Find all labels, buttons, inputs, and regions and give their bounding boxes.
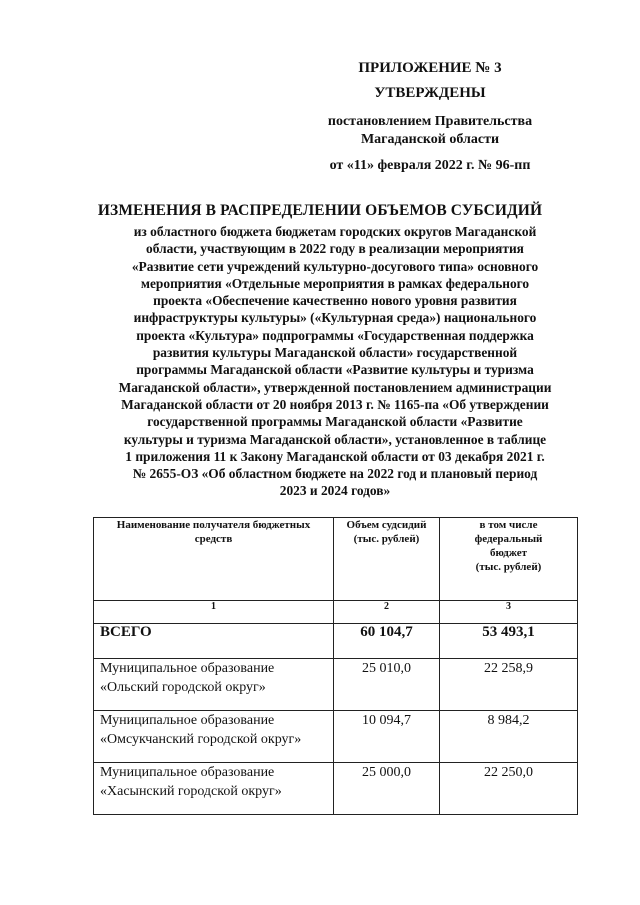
subtitle-line: культуры и туризма Магаданской области», установленное в таблице — [123, 431, 547, 447]
total-row — [94, 624, 578, 659]
subtitle-line: проекта «Обеспечение качественно нового уровня развития — [153, 293, 517, 309]
document-title: ИЗМЕНЕНИЯ В РАСПРЕДЕЛЕНИИ ОБЪЕМОВ СУБСИДИЙ — [97, 202, 543, 219]
subtitle-line: развития культуры Магаданской области» государственной — [152, 345, 518, 361]
subtitle-line: Магаданской области от 20 ноября 2013 г. № 1165-па «Об утверждении — [121, 396, 549, 412]
table-header-row — [94, 518, 578, 601]
recipient-line: «Хасынский городской округ» — [100, 784, 282, 799]
subtitle-line: мероприятия «Отдельные мероприятия в рамках федерального — [140, 275, 530, 291]
header-federal-line: в том числе — [479, 519, 538, 531]
subtitle-line: проекта «Культура» подпрограммы «Государственная поддержка — [136, 327, 534, 343]
header-volume — [334, 518, 440, 601]
header-volume-line: Объем судсидий — [346, 519, 427, 531]
appendix-number: ПРИЛОЖЕНИЕ № 3 — [358, 60, 502, 76]
header-recipient: Наименование получателя бюджетных средств — [94, 518, 334, 601]
recipient-name — [94, 763, 334, 815]
subtitle-line: программы Магаданской области «Развитие культуры и туризма — [136, 362, 534, 378]
approval-date: от «11» февраля 2022 г. № 96-пп — [329, 158, 531, 173]
volume-value: 10 094,7 — [334, 711, 440, 763]
header-federal-line: федеральный — [474, 533, 543, 545]
document-subtitle — [92, 223, 578, 500]
header-federal-line: бюджет — [490, 547, 527, 559]
volume-value: 25 000,0 — [334, 763, 440, 815]
subtitle-line: «Развитие сети учреждений культурно-досугового типа» основного — [131, 258, 539, 274]
federal-value: 22 258,9 — [440, 659, 578, 711]
recipient-line: Муниципальное образование — [100, 713, 275, 728]
column-index: 3 — [440, 601, 578, 624]
federal-value: 22 250,0 — [440, 763, 578, 815]
total-federal: 53 493,1 — [440, 624, 578, 659]
header-federal-line: (тыс. рублей) — [475, 561, 542, 573]
subsidy-table — [93, 517, 578, 815]
header-volume-line: (тыс. рублей) — [353, 533, 420, 545]
recipient-name — [94, 659, 334, 711]
column-index: 2 — [334, 601, 440, 624]
subtitle-line: государственной программы Магаданской области «Развитие — [147, 414, 523, 430]
approval-header — [300, 58, 560, 175]
column-index: 1 — [94, 601, 334, 624]
subtitle-line: 1 приложения 11 к Закону Магаданской области от 03 декабря 2021 г. — [125, 448, 545, 464]
recipient-line: Муниципальное образование — [100, 661, 275, 676]
subtitle-line: Магаданской области», утвержденной постановлением администрации — [118, 379, 552, 395]
recipient-line: «Ольский городской округ» — [100, 680, 266, 695]
recipient-name — [94, 711, 334, 763]
recipient-line: «Омсукчанский городской округ» — [100, 732, 302, 747]
subtitle-line: 2023 и 2024 годов» — [279, 483, 391, 499]
table-row — [94, 659, 578, 711]
subtitle-line: № 2655-ОЗ «Об областном бюджете на 2022 год и плановый период — [132, 466, 538, 482]
volume-value: 25 010,0 — [334, 659, 440, 711]
subtitle-line: из областного бюджета бюджетам городских округов Магаданской — [133, 224, 537, 239]
total-volume: 60 104,7 — [334, 624, 440, 659]
table-row — [94, 711, 578, 763]
total-label: ВСЕГО — [94, 624, 334, 659]
subtitle-line: инфраструктуры культуры» («Культурная среда») национального — [133, 310, 537, 326]
federal-value: 8 984,2 — [440, 711, 578, 763]
recipient-line: Муниципальное образование — [100, 765, 275, 780]
subtitle-line: области, участвующим в 2022 году в реализации мероприятия — [146, 241, 524, 257]
column-index-row — [94, 601, 578, 624]
header-federal — [440, 518, 578, 601]
approval-line-1: постановлением Правительства — [327, 114, 533, 129]
approval-line-2: Магаданской области — [360, 132, 500, 147]
approved-label: УТВЕРЖДЕНЫ — [374, 85, 486, 101]
table-row — [94, 763, 578, 815]
